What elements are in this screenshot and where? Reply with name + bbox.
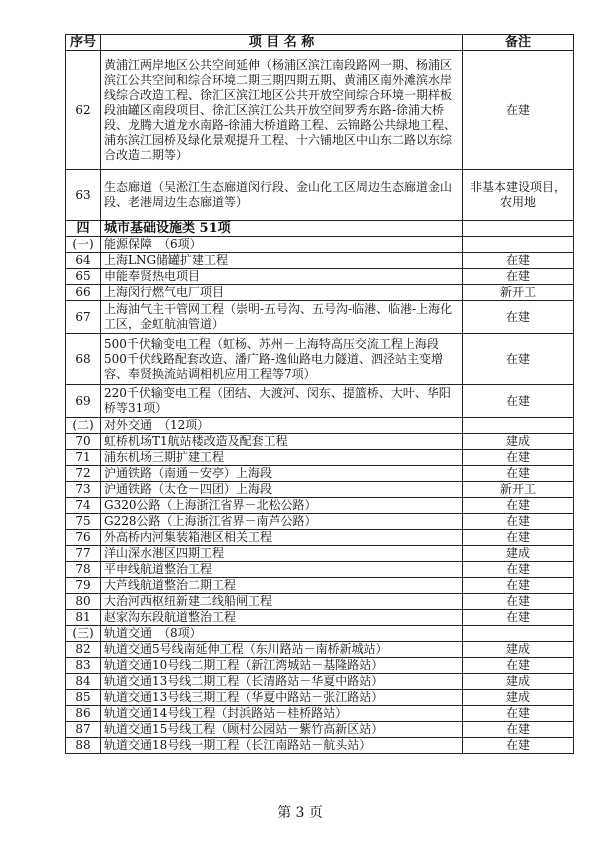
project-name: 洋山深水港区四期工程: [101, 546, 463, 562]
table-row: [66, 434, 574, 450]
row-number: 83: [66, 658, 101, 674]
row-number: 63: [66, 170, 101, 221]
project-name: 沪通铁路（南通－安亭）上海段: [101, 466, 463, 482]
row-number: 66: [66, 285, 101, 301]
project-name: G320公路（上海浙江省界－北松公路）: [101, 498, 463, 514]
project-status: 在建: [463, 578, 574, 594]
row-number: (一): [66, 237, 101, 253]
project-status: 在建: [463, 269, 574, 285]
row-number: 80: [66, 594, 101, 610]
project-name: 轨道交通15号线工程（顾村公园站－紫竹高新区站）: [101, 722, 463, 738]
row-number: 85: [66, 690, 101, 706]
table-row: [66, 170, 574, 221]
subsection-row: [66, 237, 574, 253]
table-row: [66, 269, 574, 285]
project-status: 在建: [463, 594, 574, 610]
section-row: [66, 221, 574, 237]
table-row: [66, 546, 574, 562]
project-status: 在建: [463, 498, 574, 514]
project-name: 对外交通 （12项）: [101, 418, 463, 434]
project-name: 浦东机场三期扩建工程: [101, 450, 463, 466]
table-row: [66, 738, 574, 754]
row-number: 64: [66, 253, 101, 269]
table-row: [66, 578, 574, 594]
table-row: [66, 594, 574, 610]
project-name: 轨道交通10号线二期工程（新江湾城站－基隆路站）: [101, 658, 463, 674]
project-status: 在建: [463, 385, 574, 418]
row-number: 88: [66, 738, 101, 754]
project-name: 500千伏输变电工程（虹杨、苏州－上海特高压交流工程上海段500千伏线路配套改造、潘广路-逸仙路电力隧道、泗泾站主变增容、奉贤换流站调相机应用工程等7项）: [101, 334, 463, 385]
row-number: 62: [66, 51, 101, 170]
table-row: [66, 301, 574, 334]
subsection-row: [66, 418, 574, 434]
project-status: 在建: [463, 562, 574, 578]
project-name: 轨道交通13号线三期工程（华夏中路站－张江路站）: [101, 690, 463, 706]
project-name: 黄浦江两岸地区公共空间延伸（杨浦区滨江南段路网一期、杨浦区滨江公共空间和综合环境二期三期四期五期、黄浦区南外滩滨水岸线综合改造工程、徐汇区滨江地区公共开放空间综合环境一期样板段油罐区南段项目、徐汇区滨江公共开放空间罗秀东路-徐浦大桥段、龙腾大道龙水南路-徐浦大桥道路工程、云锦路公共绿地工程、浦东滨江园桥及绿化景观提升工程、十六铺地区中山东二路以东综合改造二期等）: [101, 51, 463, 170]
row-number: 70: [66, 434, 101, 450]
row-number: 78: [66, 562, 101, 578]
row-number: (二): [66, 418, 101, 434]
project-name: 上海LNG储罐扩建工程: [101, 253, 463, 269]
project-status: 建成: [463, 434, 574, 450]
project-status: 在建: [463, 334, 574, 385]
header-no: 序号: [66, 35, 101, 51]
row-number: (三): [66, 626, 101, 642]
table-row: [66, 658, 574, 674]
project-status: [463, 418, 574, 434]
project-name: 轨道交通18号线一期工程（长江南路站－航头站）: [101, 738, 463, 754]
row-number: 76: [66, 530, 101, 546]
header-note: 备注: [463, 35, 574, 51]
project-status: 新开工: [463, 482, 574, 498]
table-row: [66, 722, 574, 738]
table-row: [66, 285, 574, 301]
project-name: 轨道交通5号线南延伸工程（东川路站－南桥新城站）: [101, 642, 463, 658]
table-header-row: [66, 35, 574, 51]
project-name: 上海闵行燃气电厂项目: [101, 285, 463, 301]
table-row: [66, 514, 574, 530]
corner-mark: [458, 2, 572, 12]
project-name: 轨道交通13号线二期工程（长清路站－华夏中路站）: [101, 674, 463, 690]
project-status: 在建: [463, 51, 574, 170]
header-name: 项 目 名 称: [101, 35, 463, 51]
row-number: 69: [66, 385, 101, 418]
project-name: 能源保障 （6项）: [101, 237, 463, 253]
table-row: [66, 610, 574, 626]
row-number: 77: [66, 546, 101, 562]
table-row: [66, 674, 574, 690]
table-body: [66, 51, 574, 754]
project-status: 建成: [463, 546, 574, 562]
project-status: 在建: [463, 466, 574, 482]
project-status: 在建: [463, 722, 574, 738]
row-number: 84: [66, 674, 101, 690]
project-name: 城市基础设施类 51项: [101, 221, 463, 237]
table-row: [66, 466, 574, 482]
project-status: 在建: [463, 514, 574, 530]
table-row: [66, 498, 574, 514]
table-row: [66, 530, 574, 546]
row-number: 87: [66, 722, 101, 738]
row-number: 68: [66, 334, 101, 385]
project-name: 220千伏输变电工程（团结、大渡河、闵东、提篮桥、大叶、华阳桥等31项）: [101, 385, 463, 418]
project-status: 在建: [463, 253, 574, 269]
project-status: 在建: [463, 530, 574, 546]
row-number: 79: [66, 578, 101, 594]
project-status: 建成: [463, 690, 574, 706]
project-status: 在建: [463, 450, 574, 466]
project-name: 赵家沟东段航道整治工程: [101, 610, 463, 626]
project-status: [463, 626, 574, 642]
row-number: 65: [66, 269, 101, 285]
project-status: 在建: [463, 301, 574, 334]
project-status: 非基本建设项目，农用地: [463, 170, 574, 221]
row-number: 74: [66, 498, 101, 514]
table-row: [66, 706, 574, 722]
row-number: 75: [66, 514, 101, 530]
row-number: 82: [66, 642, 101, 658]
project-name: 沪通铁路（太仓－四团）上海段: [101, 482, 463, 498]
project-status: 建成: [463, 674, 574, 690]
project-status: 建成: [463, 642, 574, 658]
table-row: [66, 690, 574, 706]
row-number: 86: [66, 706, 101, 722]
table-row: [66, 562, 574, 578]
row-number: 71: [66, 450, 101, 466]
row-number: 81: [66, 610, 101, 626]
project-status: [463, 221, 574, 237]
project-name: 上海油气主干管网工程（崇明-五号沟、五号沟-临港、临港-上海化工区，金虹航油管道）: [101, 301, 463, 334]
project-status: 在建: [463, 658, 574, 674]
project-name: 外高桥内河集装箱港区相关工程: [101, 530, 463, 546]
project-status: 新开工: [463, 285, 574, 301]
project-name: 平申线航道整治工程: [101, 562, 463, 578]
subsection-row: [66, 626, 574, 642]
project-table: [65, 34, 574, 754]
table-row: [66, 482, 574, 498]
row-number: 73: [66, 482, 101, 498]
project-name: G228公路（上海浙江省界－南芦公路）: [101, 514, 463, 530]
row-number: 72: [66, 466, 101, 482]
page-number: 第 3 页: [277, 805, 323, 821]
project-status: 在建: [463, 706, 574, 722]
table-row: [66, 385, 574, 418]
project-name: 虹桥机场T1航站楼改造及配套工程: [101, 434, 463, 450]
row-number: 四: [66, 221, 101, 237]
project-name: 生态廊道（吴淞江生态廊道闵行段、金山化工区周边生态廊道金山段、老港周边生态廊道等）: [101, 170, 463, 221]
table-row: [66, 642, 574, 658]
table-row: [66, 450, 574, 466]
table-row: [66, 253, 574, 269]
table-row: [66, 51, 574, 170]
project-name: 大芦线航道整治二期工程: [101, 578, 463, 594]
project-name: 申能奉贤热电项目: [101, 269, 463, 285]
project-name: 轨道交通14号线工程（封浜路站－桂桥路站）: [101, 706, 463, 722]
project-status: 在建: [463, 738, 574, 754]
project-status: 在建: [463, 610, 574, 626]
project-name: 大治河西枢纽新建二线船闸工程: [101, 594, 463, 610]
table-row: [66, 334, 574, 385]
project-status: [463, 237, 574, 253]
project-name: 轨道交通 （8项）: [101, 626, 463, 642]
row-number: 67: [66, 301, 101, 334]
